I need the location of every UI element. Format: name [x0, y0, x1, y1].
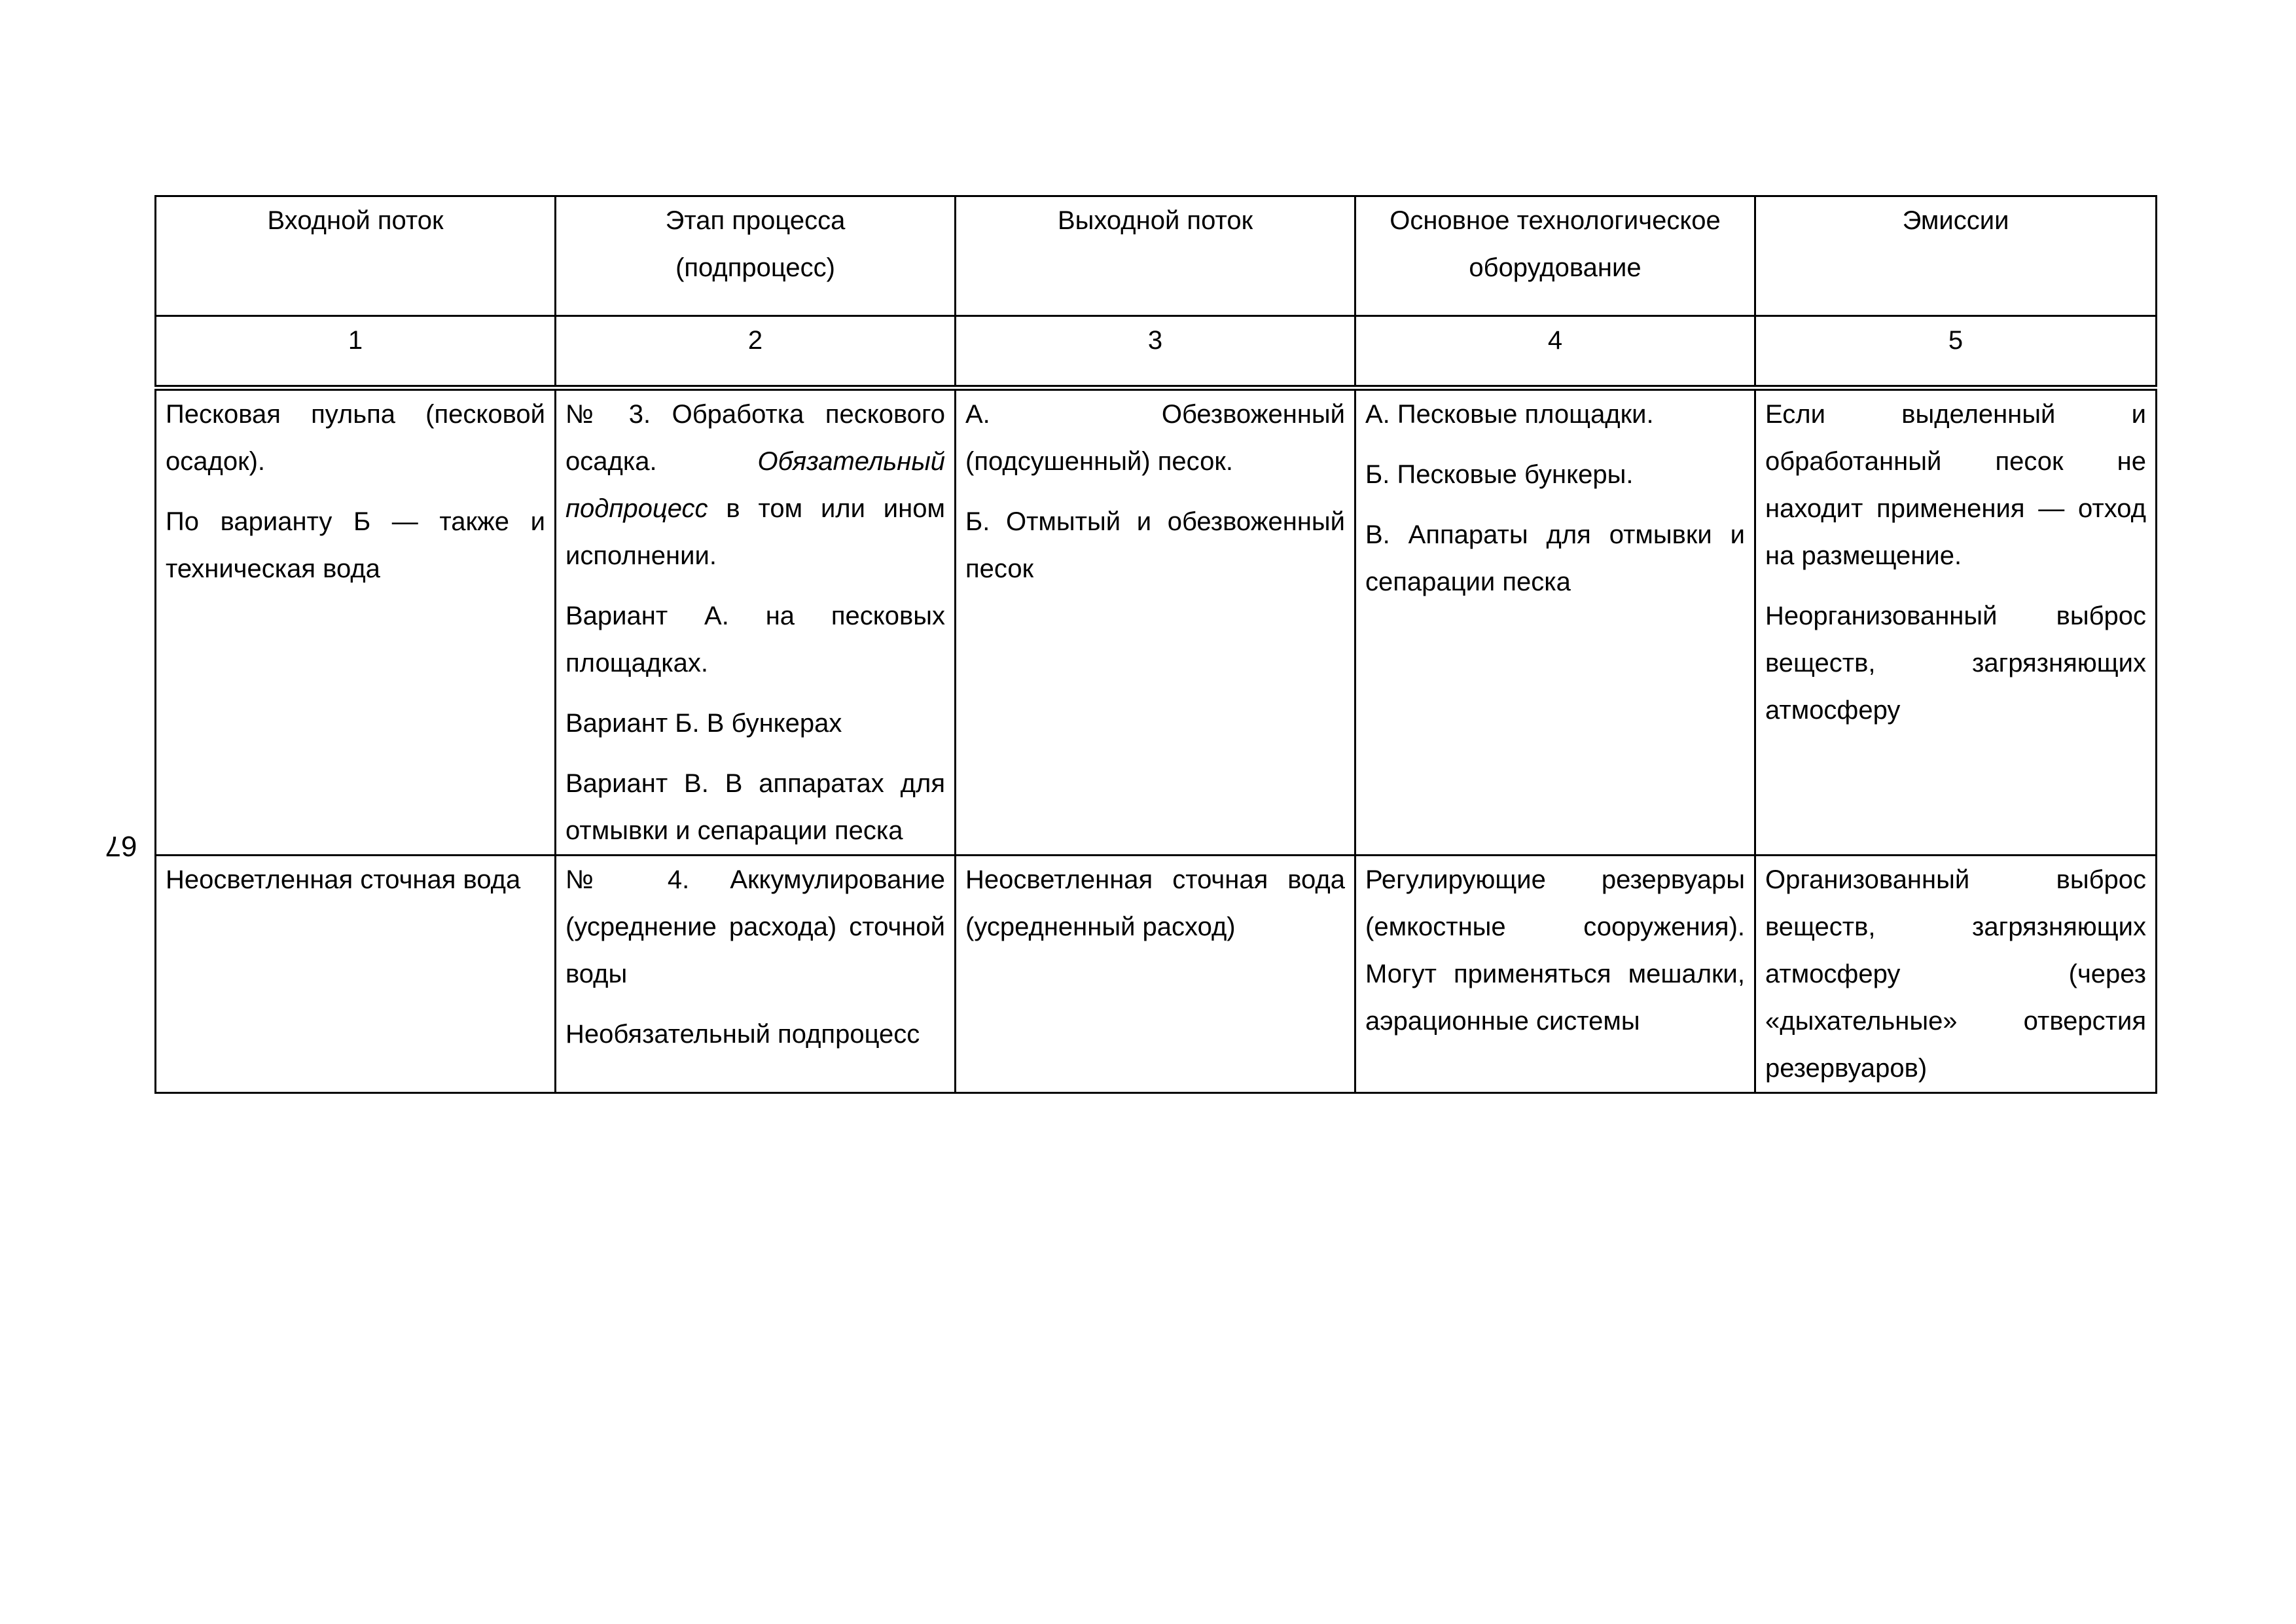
column-number: 4: [1355, 316, 1755, 388]
column-number-row: [156, 316, 2157, 388]
cell-input: Неосветленная сточная вода: [156, 856, 556, 1093]
column-number: 2: [556, 316, 956, 388]
header-row: [156, 196, 2157, 316]
cell-equipment: Регулирующие резервуары (емкостные сооружения). Могут применяться мешалки, аэрационные системы: [1355, 856, 1755, 1093]
cell-output: Неосветленная сточная вода (усредненный расход): [956, 856, 1355, 1093]
column-number: 3: [956, 316, 1355, 388]
cell-stage: № 3. Обработка пескового осадка. Обязательный подпроцесс в том или ином исполнении. Вариант А. на песковых площадках. Вариант Б. В бункерах Вариант В. В аппаратах для отмывки и сепарации песка: [556, 388, 956, 856]
cell-input: Песковая пульпа (песковой осадок). По варианту Б — также и техническая вода: [156, 388, 556, 856]
cell-output: А. Обезвоженный (подсушенный) песок. Б. Отмытый и обезвоженный песок: [956, 388, 1355, 856]
column-number: 1: [156, 316, 556, 388]
column-number: 5: [1755, 316, 2157, 388]
page-number: 67: [105, 830, 137, 862]
cell-emissions: Если выделенный и обработанный песок не находит применения — отход на размещение. Неорганизованный выброс веществ, загрязняющих атмосферу: [1755, 388, 2157, 856]
header-input-flow: Входной поток: [156, 196, 556, 316]
cell-emissions: Организованный выброс веществ, загрязняющих атмосферу (через «дыхательные» отверстия резервуаров): [1755, 856, 2157, 1093]
header-process-stage: Этап процесса (подпроцесс): [556, 196, 956, 316]
cell-equipment: А. Песковые площадки. Б. Песковые бункеры. В. Аппараты для отмывки и сепарации песка: [1355, 388, 1755, 856]
process-table: [154, 195, 2157, 1094]
table-row: [156, 388, 2157, 856]
cell-stage: № 4. Аккумулирование (усреднение расхода) сточной воды Необязательный подпроцесс: [556, 856, 956, 1093]
header-emissions: Эмиссии: [1755, 196, 2157, 316]
table-row: [156, 856, 2157, 1093]
header-output-flow: Выходной поток: [956, 196, 1355, 316]
header-equipment: Основное технологическое оборудование: [1355, 196, 1755, 316]
